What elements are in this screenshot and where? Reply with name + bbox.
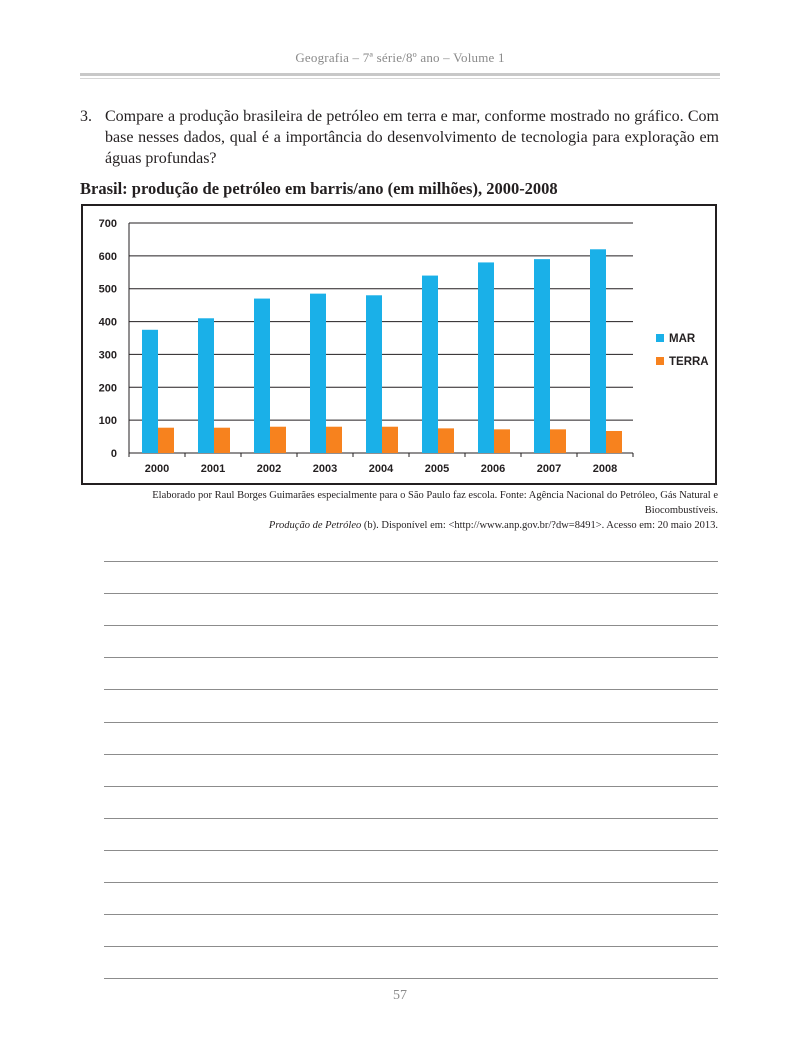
y-tick-label: 400 bbox=[98, 316, 117, 329]
y-tick-label: 0 bbox=[110, 448, 117, 460]
y-tick-label: 300 bbox=[98, 349, 117, 362]
answer-line bbox=[104, 657, 718, 658]
legend-label-terra: TERRA bbox=[669, 356, 709, 368]
question-number: 3. bbox=[80, 108, 92, 125]
chart-frame bbox=[81, 204, 717, 485]
answer-line bbox=[104, 818, 718, 819]
bar-terra bbox=[438, 428, 454, 453]
answer-line bbox=[104, 786, 718, 787]
y-tick-label: 200 bbox=[98, 382, 117, 395]
answer-line bbox=[104, 754, 718, 755]
running-header: Geografia – 7ª série/8º ano – Volume 1 bbox=[295, 50, 505, 65]
answer-line bbox=[104, 882, 718, 883]
answer-line bbox=[104, 914, 718, 915]
x-tick-label: 2002 bbox=[256, 463, 282, 475]
legend-swatch-terra bbox=[656, 357, 664, 365]
y-tick-label: 100 bbox=[98, 415, 117, 428]
bar-mar bbox=[366, 295, 382, 453]
bar-mar bbox=[254, 299, 270, 453]
page-number: 57 bbox=[393, 988, 407, 1003]
bar-mar bbox=[142, 330, 158, 453]
answer-line bbox=[104, 689, 718, 690]
header-divider bbox=[80, 73, 720, 76]
y-tick-label: 500 bbox=[98, 283, 117, 296]
bar-mar bbox=[310, 294, 326, 453]
source-note bbox=[80, 488, 718, 533]
bar-terra bbox=[214, 428, 230, 453]
legend-swatch-mar bbox=[656, 334, 664, 342]
bar-mar bbox=[478, 262, 494, 453]
x-tick-label: 2004 bbox=[368, 463, 394, 475]
bar-terra bbox=[606, 431, 622, 453]
y-tick-label: 700 bbox=[98, 218, 117, 230]
y-tick-label: 600 bbox=[98, 250, 117, 263]
bar-terra bbox=[550, 429, 566, 453]
bar-mar bbox=[422, 276, 438, 453]
chart-title: Brasil: produção de petróleo em barris/ano (em milhões), 2000-2008 bbox=[80, 179, 558, 198]
answer-line bbox=[104, 722, 718, 723]
header-divider-thin bbox=[80, 78, 720, 79]
answer-line bbox=[104, 625, 718, 626]
answer-line bbox=[104, 946, 718, 947]
x-tick-label: 2006 bbox=[480, 463, 506, 475]
source-reference: (b). Disponível em: <http://www.anp.gov.br/?dw=8491>. Acesso em: 20 maio 2013. bbox=[361, 520, 718, 531]
x-tick-label: 2007 bbox=[536, 463, 562, 475]
x-tick-label: 2000 bbox=[144, 463, 170, 475]
x-tick-label: 2001 bbox=[200, 463, 226, 475]
question-text: Compare a produção brasileira de petróleo em terra e mar, conforme mostrado no gráfico. Com base nesses dados, qual é a importância do desenvolvimento de tecnologia para exploração em águas profundas? bbox=[105, 108, 719, 167]
x-tick-label: 2005 bbox=[424, 463, 450, 475]
bar-terra bbox=[326, 427, 342, 453]
legend-label-mar: MAR bbox=[669, 333, 696, 345]
bar-terra bbox=[382, 427, 398, 453]
x-tick-label: 2008 bbox=[592, 463, 618, 475]
answer-line bbox=[104, 978, 718, 979]
answer-line bbox=[104, 850, 718, 851]
answer-line bbox=[104, 561, 718, 562]
x-tick-label: 2003 bbox=[312, 463, 338, 475]
source-line-1: Elaborado por Raul Borges Guimarães especialmente para o São Paulo faz escola. Fonte: Agência Nacional do Petróleo, Gás Natural e Biocombustíveis. bbox=[152, 490, 718, 516]
source-title: Produção de Petróleo bbox=[268, 520, 362, 531]
bar-terra bbox=[270, 427, 286, 453]
bar-mar bbox=[198, 318, 214, 453]
bar-mar bbox=[534, 259, 550, 453]
source-line-2 bbox=[80, 518, 718, 533]
bar-terra bbox=[158, 428, 174, 453]
bar-mar bbox=[590, 249, 606, 453]
bar-chart bbox=[83, 206, 715, 483]
answer-line bbox=[104, 593, 718, 594]
bar-terra bbox=[494, 429, 510, 453]
